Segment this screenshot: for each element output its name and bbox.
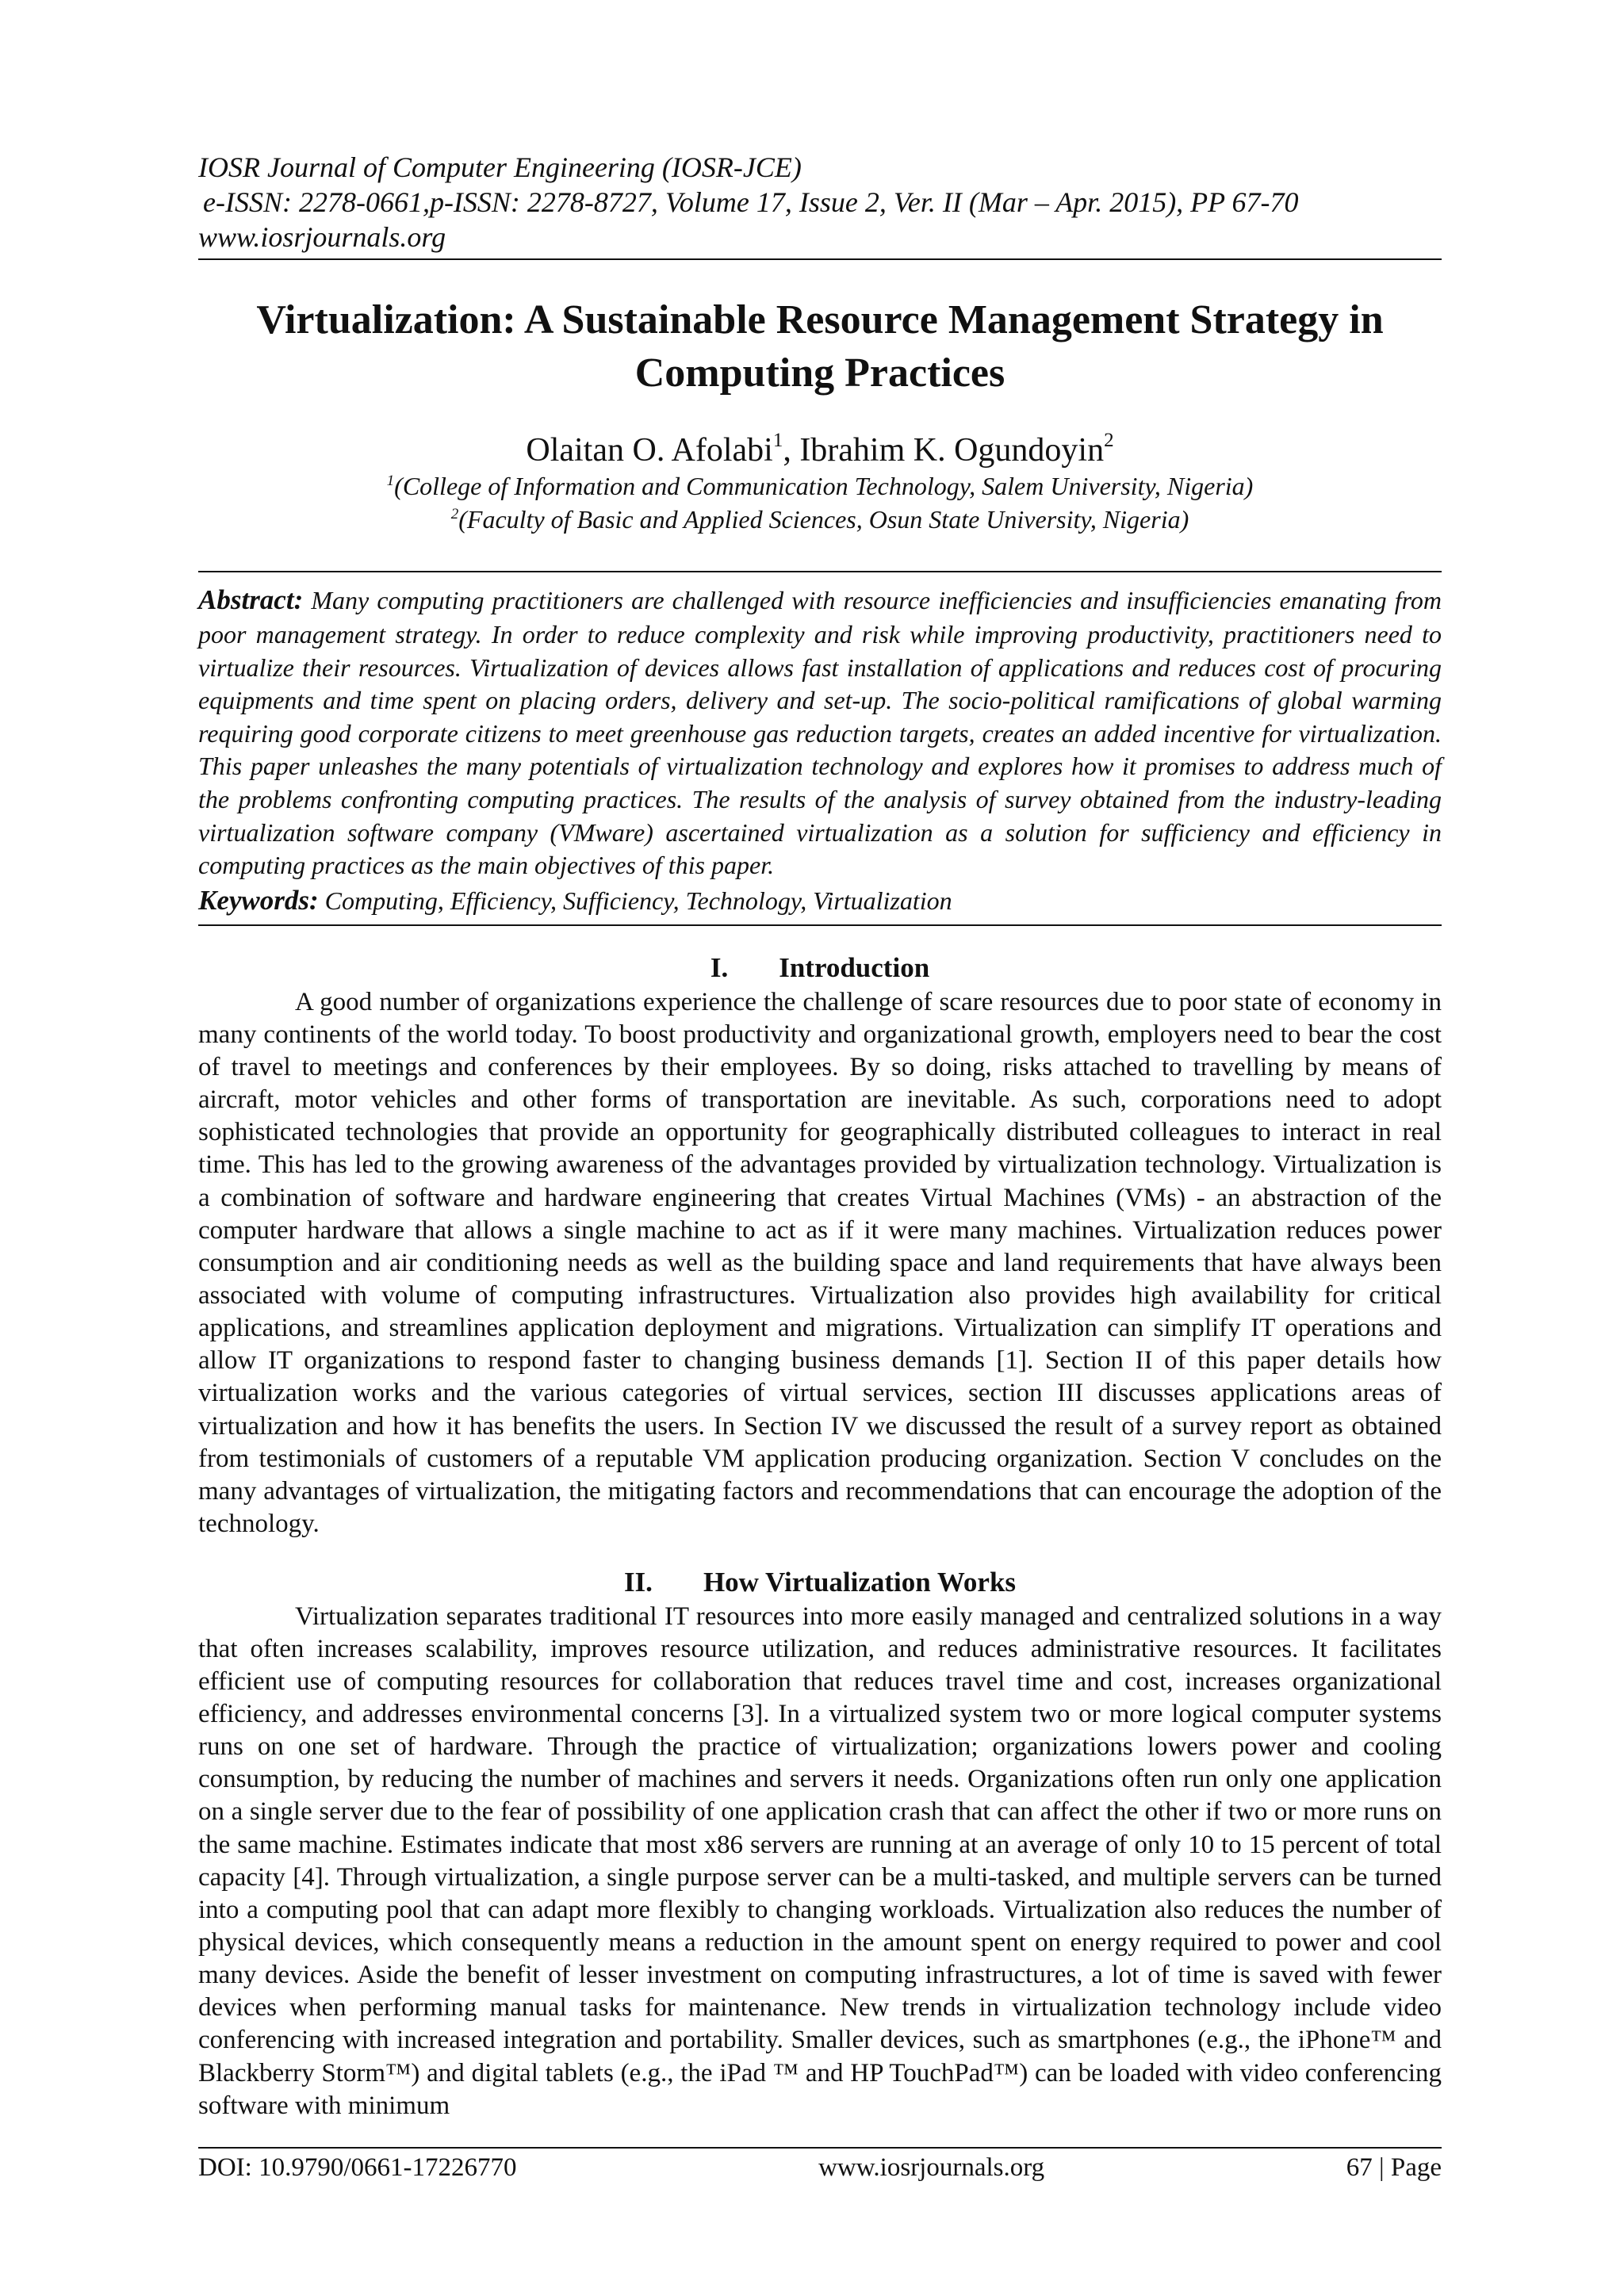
- header-rule: [198, 258, 1442, 260]
- journal-header: [198, 151, 1442, 255]
- page-footer: [198, 2147, 1442, 2183]
- author-1-affil-mark: 1: [772, 429, 783, 451]
- affiliation-1-mark: 1: [386, 473, 395, 490]
- footer-website: www.iosrjournals.org: [818, 2153, 1045, 2182]
- abstract-text: Many computing practitioners are challenged with resource inefficiencies and insufficiencies emanating from poor management strategy. In order to reduce complexity and risk while improving productivity, practitioners need to virtualize their resources. Virtualization of devices allows fast installation of applications and reduces cost of procuring equipments and time spent on placing orders, delivery and set-up. The socio-political ramifications of global warming requiring good corporate citizens to meet greenhouse gas reduction targets, creates an added incentive for virtualization. This paper unleashes the many potentials of virtualization technology and explores how it promises to address much of the problems confronting computing practices. The results of the analysis of survey obtained from the industry-leading virtualization software company (VMware) ascertained virtualization as a solution for sufficiency and efficiency in computing practices as the main objectives of this paper.: [198, 586, 1442, 880]
- how-virtualization-works-paragraph: Virtualization separates traditional IT resources into more easily managed and centralized solutions in a way that often increases scalability, improves resource utilization, and reduces administrative resources. It facilitates efficient use of computing resources for collaboration that reduces travel time and cost, increases organizational efficiency, and addresses environmental concerns [3]. In a virtualized system two or more logical computer systems runs on one set of hardware. Through the practice of virtualization; organizations lowers power and cooling consumption, by reducing the number of machines and servers it needs. Organizations often run only one application on a single server due to the fear of possibility of one application crash that can affect the other if two or more runs on the same machine. Estimates indicate that most x86 servers are running at an average of only 10 to 15 percent of total capacity [4]. Through virtualization, a single purpose server can be a multi-tasked, and multiple servers can be turned into a computing pool that can adapt more flexibly to changing workloads. Virtualization also reduces the number of physical devices, which consequently means a reduction in the amount spent on energy required to power and cool many devices. Aside the benefit of lesser investment on computing infrastructures, a lot of time is saved with fewer devices when performing manual tasks for maintenance. New trends in virtualization technology include video conferencing with increased integration and portability. Smaller devices, such as smartphones (e.g., the iPhone™ and Blackberry Storm™) and digital tablets (e.g., the iPad ™ and HP TouchPad™) can be loaded with video conferencing software with minimum: [198, 1601, 1442, 2120]
- introduction-paragraph: A good number of organizations experience the challenge of scare resources due to poor state of economy in many continents of the world today. To boost productivity and organizational growth, employers need to bear the cost of travel to meetings and conferences by their employees. By so doing, risks attached to travelling by means of aircraft, motor vehicles and other forms of transportation are inevitable. As such, corporations need to adopt sophisticated technologies that provide an opportunity for geographically distributed colleagues to interact in real time. This has led to the growing awareness of the advantages provided by virtualization technology. Virtualization is a combination of software and hardware engineering that creates Virtual Machines (VMs) - an abstraction of the computer hardware that allows a single machine to act as if it were many machines. Virtualization reduces power consumption and air conditioning needs as well as the building space and land requirements that have always been associated with volume of computing infrastructures. Virtualization also provides high availability for critical applications, and streamlines application deployment and migrations. Virtualization can simplify IT operations and allow IT organizations to respond faster to changing business demands [1]. Section II of this paper details how virtualization works and the various categories of virtual services, section III discusses applications areas of virtualization and how it has benefits the users. In Section IV we discussed the result of a survey report as obtained from testimonials of customers of a reputable VM application producing organization. Section V concludes on the many advantages of virtualization, the mitigating factors and recommendations that can encourage the adoption of the technology.: [198, 987, 1442, 1538]
- footer-doi: DOI: 10.9790/0661-17226770: [198, 2153, 517, 2182]
- section-heading-introduction: [198, 950, 1442, 986]
- author-list: [198, 429, 1442, 470]
- title-line-2: Computing Practices: [634, 350, 1005, 396]
- affiliation-2: [198, 503, 1442, 537]
- author-1: Olaitan O. Afolabi: [526, 431, 773, 469]
- journal-name: IOSR Journal of Computer Engineering (IOSR-JCE): [198, 151, 802, 183]
- keywords-text: Computing, Efficiency, Sufficiency, Technology, Virtualization: [324, 886, 952, 915]
- affiliation-1: [198, 470, 1442, 503]
- author-2: Ibrahim K. Ogundoyin: [799, 431, 1105, 469]
- keywords-label: Keywords:: [198, 884, 319, 916]
- section-title: How Virtualization Works: [703, 1567, 1017, 1598]
- issn-line: e-ISSN: 2278-0661,p-ISSN: 2278-8727, Volume 17, Issue 2, Ver. II (Mar – Apr. 2015), PP 67-70: [203, 186, 1299, 218]
- journal-website: www.iosrjournals.org: [198, 220, 446, 253]
- author-2-affil-mark: 2: [1104, 429, 1114, 451]
- affiliation-2-text: (Faculty of Basic and Applied Sciences, Osun State University, Nigeria): [458, 504, 1189, 534]
- affiliation-1-text: (College of Information and Communication Technology, Salem University, Nigeria): [394, 472, 1254, 501]
- paper-title: [198, 293, 1442, 400]
- abstract-label: Abstract:: [198, 584, 304, 616]
- section-title: Introduction: [779, 952, 930, 984]
- paper-page: [198, 151, 1442, 2122]
- footer-page-number: 67 | Page: [1346, 2153, 1442, 2182]
- section-heading-how-virtualization-works: [198, 1564, 1442, 1601]
- author-separator: ,: [783, 431, 800, 469]
- section-number: II.: [623, 1567, 653, 1598]
- title-line-1: Virtualization: A Sustainable Resource Management Strategy in: [256, 297, 1384, 342]
- affiliation-2-mark: 2: [450, 505, 459, 522]
- section-number: I.: [710, 952, 729, 984]
- keywords: [198, 882, 1442, 919]
- abstract-block: [198, 571, 1442, 926]
- abstract: [198, 582, 1442, 882]
